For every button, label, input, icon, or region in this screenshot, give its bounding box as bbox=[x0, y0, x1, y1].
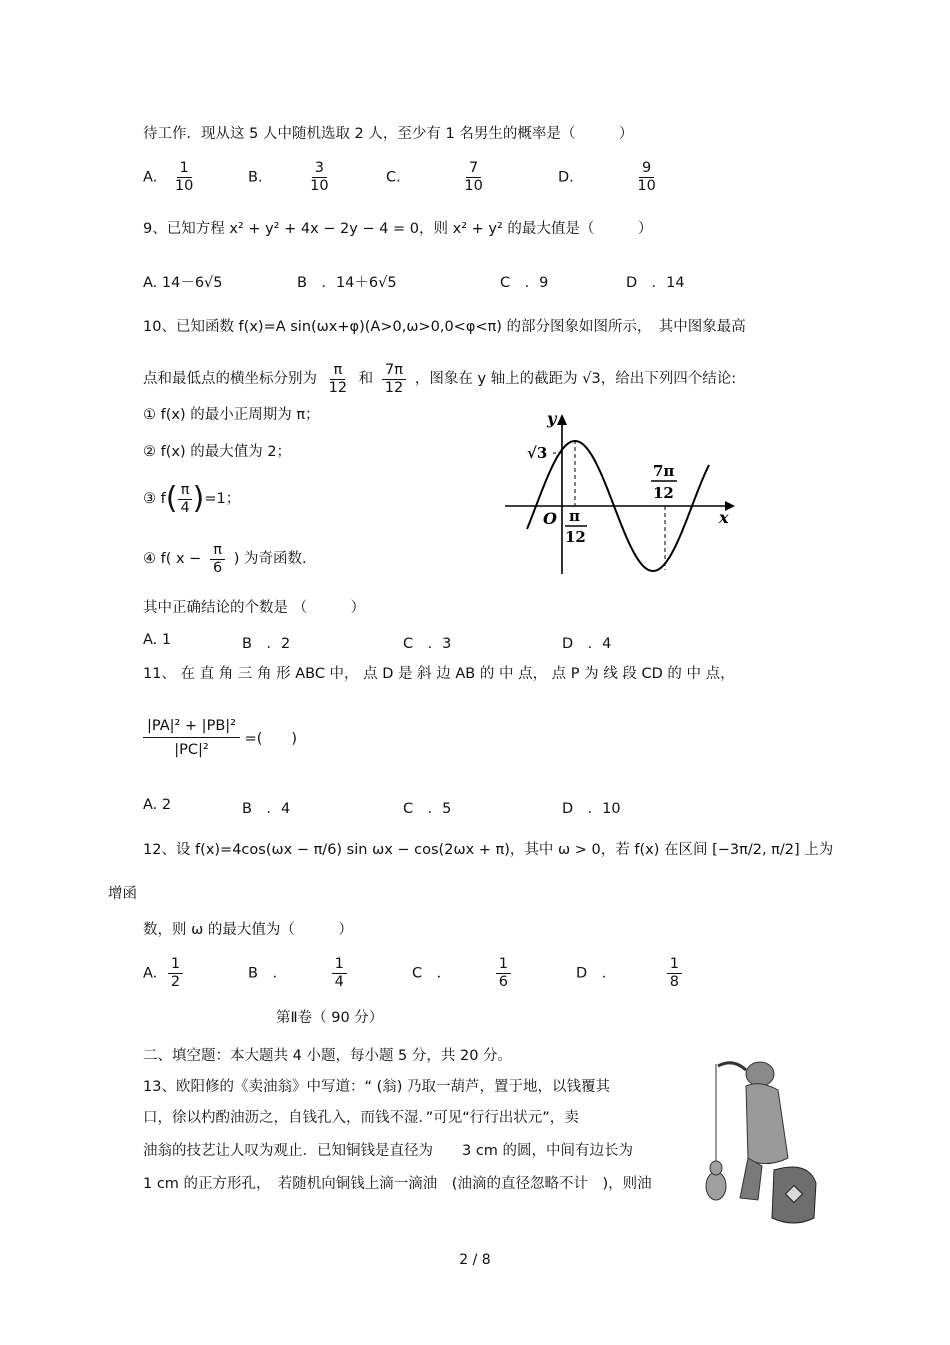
q13-line2: 口，徐以杓酌油沥之，自钱孔入，而钱不湿．”可见“行行出状元”，卖 bbox=[143, 1110, 579, 1126]
q12-option-d bbox=[576, 956, 686, 991]
denominator: 4 bbox=[180, 499, 190, 516]
numerator: |PA|² + |PB|² bbox=[143, 716, 240, 738]
denominator: 6 bbox=[212, 559, 223, 576]
option-label: A. bbox=[143, 965, 158, 982]
q9-option-b: B ．14＋6√5 bbox=[297, 275, 397, 291]
option-label: B ． bbox=[248, 965, 287, 982]
q8-stem: 待工作．现从这 5 人中随机选取 2 人，至少有 1 名男生的概率是（ ） bbox=[143, 126, 634, 142]
q9-option-a: A. 14－6√5 bbox=[143, 275, 223, 291]
q13-line4: 1 cm 的正方形孔， 若随机向铜钱上滴一滴油 (油滴的直径忽略不计 )，则油 bbox=[143, 1176, 652, 1192]
denominator: 4 bbox=[334, 974, 344, 990]
q11-option-b: B ．4 bbox=[242, 801, 291, 817]
denominator: 8 bbox=[669, 974, 680, 990]
option-label: D ． bbox=[576, 965, 617, 982]
q10-option-c: C ．3 bbox=[403, 636, 452, 652]
q8-option-d bbox=[558, 160, 663, 195]
q8-option-a bbox=[143, 160, 200, 195]
q13-line1: 13、欧阳修的《卖油翁》中写道：“ (翁) 乃取一葫芦，置于地，以钱覆其 bbox=[143, 1079, 610, 1095]
q10-option-a: A. 1 bbox=[143, 632, 172, 648]
denominator: 10 bbox=[464, 178, 483, 194]
denominator: 12 bbox=[384, 379, 404, 396]
numerator: 1 bbox=[168, 956, 183, 974]
denominator: 10 bbox=[310, 178, 329, 194]
text: ③ f bbox=[143, 491, 166, 507]
numerator: 7 bbox=[466, 160, 481, 178]
denominator: 10 bbox=[174, 178, 194, 194]
text: 和 bbox=[358, 371, 374, 387]
numerator: 9 bbox=[639, 160, 654, 178]
denominator: 12 bbox=[328, 379, 348, 396]
leg bbox=[740, 1158, 762, 1200]
q10-stem-line1: 10、已知函数 f(x)=A sin(ωx+φ)(A>0,ω>0,0<φ<π) 的部分图象如图所示， 其中图象最高 bbox=[143, 319, 746, 335]
q11-expression bbox=[143, 704, 297, 774]
q12-stem: 12、设 f(x)=4cos(ωx − π/6) sin ωx − cos(2ωx + π)，其中 ω > 0，若 f(x) 在区间 [−3π/2, π/2] 上为 bbox=[143, 842, 834, 858]
q11-option-d: D ．10 bbox=[562, 801, 621, 817]
y-label: y bbox=[547, 409, 557, 428]
q12-line2: 数，则 ω 的最大值为（ ） bbox=[143, 922, 353, 938]
y-axis-arrow bbox=[557, 414, 567, 425]
q10-conclusion-3: ③ f( $\frac{\pi}{4}$ )=1； bbox=[143, 481, 241, 516]
y-intercept-label: √3 bbox=[527, 444, 548, 462]
q11-option-c: C ．5 bbox=[403, 801, 452, 817]
q9-option-c: C ．9 bbox=[500, 275, 549, 291]
q8-option-c bbox=[386, 160, 490, 195]
x1-num: π bbox=[569, 507, 580, 525]
numerator: π bbox=[210, 542, 225, 560]
q10-conclusion-4 bbox=[143, 540, 307, 578]
text: ，图象在 y 轴上的截距为 √3，给出下列四个结论: bbox=[414, 371, 737, 387]
option-label: C ． bbox=[412, 965, 452, 982]
raised-arm bbox=[718, 1063, 746, 1070]
origin-label: O bbox=[543, 509, 557, 528]
text: =( ) bbox=[244, 731, 298, 747]
denominator: 10 bbox=[637, 178, 656, 194]
x-label: x bbox=[719, 508, 729, 527]
text: =1； bbox=[204, 491, 241, 507]
option-label: C. bbox=[386, 169, 401, 186]
numerator: 1 bbox=[667, 956, 682, 974]
q11-option-a: A. 2 bbox=[143, 797, 172, 813]
q8-option-b bbox=[248, 160, 336, 195]
text: ④ f( x − bbox=[143, 551, 202, 567]
denominator: 2 bbox=[170, 974, 181, 990]
option-label: B. bbox=[248, 169, 263, 186]
q9-stem: 9、已知方程 x² + y² + 4x − 2y − 4 = 0，则 x² + y² 的最大值是（ ） bbox=[143, 221, 653, 237]
gourd-top bbox=[710, 1161, 722, 1175]
section2-header: 二、填空题：本大题共 4 小题，每小题 5 分，共 20 分。 bbox=[143, 1048, 513, 1064]
x2-den: 12 bbox=[653, 484, 674, 502]
oil-seller-illustration bbox=[688, 1048, 828, 1228]
q10-ask: 其中正确结论的个数是 （ ） bbox=[143, 600, 366, 616]
q12-option-a bbox=[143, 956, 187, 991]
q12-continuation: 增函 bbox=[108, 886, 137, 902]
q12-option-b bbox=[248, 956, 351, 991]
x2-num: 7π bbox=[653, 462, 675, 480]
option-label: D. bbox=[558, 169, 574, 186]
option-label: A. bbox=[143, 169, 158, 186]
x1-den: 12 bbox=[565, 528, 586, 546]
text: 点和最低点的横坐标分别为 bbox=[143, 371, 317, 387]
section2-title: 第Ⅱ卷（ 90 分） bbox=[276, 1010, 384, 1026]
denominator: 6 bbox=[498, 974, 508, 990]
numerator: π bbox=[330, 362, 345, 380]
numerator: 3 bbox=[312, 160, 327, 178]
numerator: 7π bbox=[382, 362, 406, 380]
robe bbox=[746, 1084, 788, 1164]
q13-line3: 油翁的技艺让人叹为观止．已知铜钱是直径为 3 cm 的圆，中间有边长为 bbox=[143, 1143, 634, 1159]
q10-stem-line2 bbox=[143, 360, 736, 398]
q10-option-b: B ．2 bbox=[242, 636, 291, 652]
numerator: 1 bbox=[496, 956, 511, 974]
numerator: 1 bbox=[177, 160, 192, 178]
page-number: 2 / 8 bbox=[459, 1252, 491, 1268]
gourd-bottom bbox=[706, 1172, 726, 1200]
q10-sine-graph bbox=[505, 408, 740, 576]
q10-conclusion-1: ① f(x) 的最小正周期为 π； bbox=[143, 407, 320, 423]
numerator: 1 bbox=[332, 956, 347, 974]
head bbox=[746, 1062, 774, 1086]
q11-stem: 11、 在 直 角 三 角 形 ABC 中， 点 D 是 斜 边 AB 的 中 点， 点 P 为 线 段 CD 的 中 点， bbox=[143, 666, 735, 682]
text: ) 为奇函数. bbox=[233, 551, 307, 567]
q10-conclusion-2: ② f(x) 的最大值为 2； bbox=[143, 444, 292, 460]
q10-option-d: D ．4 bbox=[562, 636, 612, 652]
q12-option-c bbox=[412, 956, 515, 991]
numerator: π bbox=[178, 482, 193, 500]
q9-option-d: D ．14 bbox=[626, 275, 685, 291]
denominator: |PC|² bbox=[174, 741, 209, 758]
